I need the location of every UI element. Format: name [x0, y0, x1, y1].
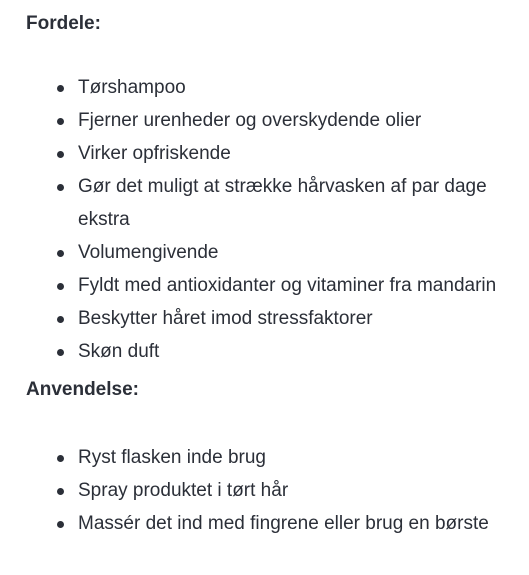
list-item-text: Massér det ind med fingrene eller brug en børste [78, 513, 489, 534]
product-description [26, 10, 521, 540]
list-item-text: Ryst flasken inde brug [78, 447, 266, 468]
list-item-text: Skøn duft [78, 341, 160, 362]
list-item-text: Gør det muligt at strække hårvasken af par dage ekstra [78, 176, 487, 230]
bullet-icon [57, 349, 64, 356]
list-item-text: Beskytter håret imod stressfaktorer [78, 308, 373, 329]
bullet-icon [57, 316, 64, 323]
list-item [26, 269, 521, 302]
section-heading-anvendelse: Anvendelse: [26, 379, 139, 400]
list-item [26, 170, 521, 236]
list-item [26, 507, 521, 540]
bullet-icon [57, 488, 64, 495]
list-item [26, 236, 521, 269]
bullet-icon [57, 151, 64, 158]
list-item [26, 335, 521, 368]
bullet-icon [57, 118, 64, 125]
list-item-text: Spray produktet i tørt hår [78, 480, 289, 501]
list-item-text: Virker opfriskende [78, 143, 231, 164]
list-item [26, 302, 521, 335]
bullet-icon [57, 85, 64, 92]
section-heading-fordele: Fordele: [26, 13, 101, 34]
list-item [26, 104, 521, 137]
list-item [26, 441, 521, 474]
bullet-icon [57, 283, 64, 290]
list-item [26, 474, 521, 507]
benefits-list [26, 71, 521, 368]
usage-list [26, 441, 521, 540]
bullet-icon [57, 184, 64, 191]
bullet-icon [57, 250, 64, 257]
list-item-text: Fjerner urenheder og overskydende olier [78, 110, 422, 131]
list-item-text: Fyldt med antioxidanter og vitaminer fra mandarin [78, 275, 497, 296]
list-item-text: Tørshampoo [78, 77, 186, 98]
list-item [26, 71, 521, 104]
list-item-text: Volumengivende [78, 242, 219, 263]
list-item [26, 137, 521, 170]
bullet-icon [57, 455, 64, 462]
bullet-icon [57, 521, 64, 528]
